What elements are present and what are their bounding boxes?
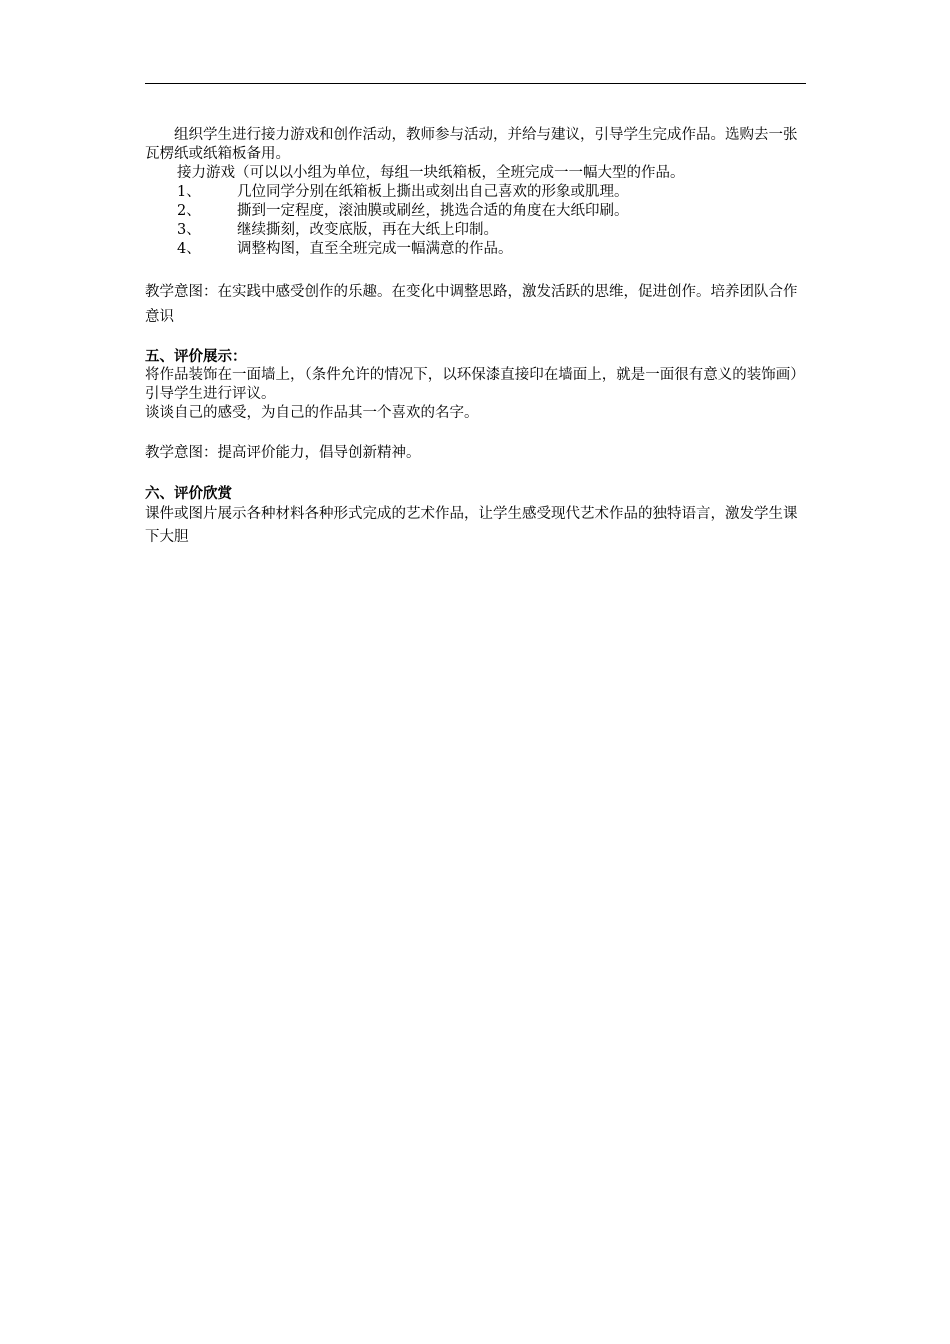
header-rule: [145, 83, 806, 84]
step-item: [145, 202, 808, 221]
section-6-heading: 六、评价欣赏: [145, 485, 232, 502]
section-5-paragraph-1: 将作品装饰在一面墙上，（条件允许的情况下，以环保漆直接印在墙面上，就是一面很有意义的装饰画）引导学生进行评议。: [145, 367, 805, 402]
step-text: 撕到一定程度，滚油膜或刷丝，挑选合适的角度在大纸印刷。: [237, 203, 629, 219]
teaching-intent-1: 教学意图：在实践中感受创作的乐趣。在变化中调整思路，激发活跃的思维，促进创作。培养团队合作意识: [145, 284, 798, 325]
step-number: 3、: [177, 222, 201, 238]
step-number: 2、: [177, 203, 201, 219]
document-body: [145, 126, 808, 549]
relay-game-intro: 接力游戏（可以以小组为单位，每组一块纸箱板，全班完成一一幅大型的作品。: [177, 165, 685, 181]
step-item: [145, 183, 808, 202]
intro-paragraph: 组织学生进行接力游戏和创作活动，教师参与活动，并给与建议，引导学生完成作品。选购去一张瓦楞纸或纸箱板备用。: [145, 127, 798, 162]
step-number: 4、: [177, 241, 201, 257]
step-text: 调整构图，直至全班完成一幅满意的作品。: [237, 241, 513, 257]
teaching-intent-2: 教学意图：提高评价能力，倡导创新精神。: [145, 445, 421, 461]
step-text: 几位同学分别在纸箱板上撕出或刻出自己喜欢的形象或肌理。: [237, 184, 629, 200]
step-item: [145, 221, 808, 240]
section-5-paragraph-2: 谈谈自己的感受，为自己的作品其一个喜欢的名字。: [145, 405, 479, 421]
step-text: 继续撕刻，改变底版，再在大纸上印制。: [237, 222, 498, 238]
section-5-heading: 五、评价展示：: [145, 348, 247, 365]
section-6-paragraph-1: 课件或图片展示各种材料各种形式完成的艺术作品，让学生感受现代艺术作品的独特语言，激发学生课下大胆: [145, 506, 798, 545]
step-item: [145, 240, 808, 259]
step-number: 1、: [177, 184, 201, 200]
